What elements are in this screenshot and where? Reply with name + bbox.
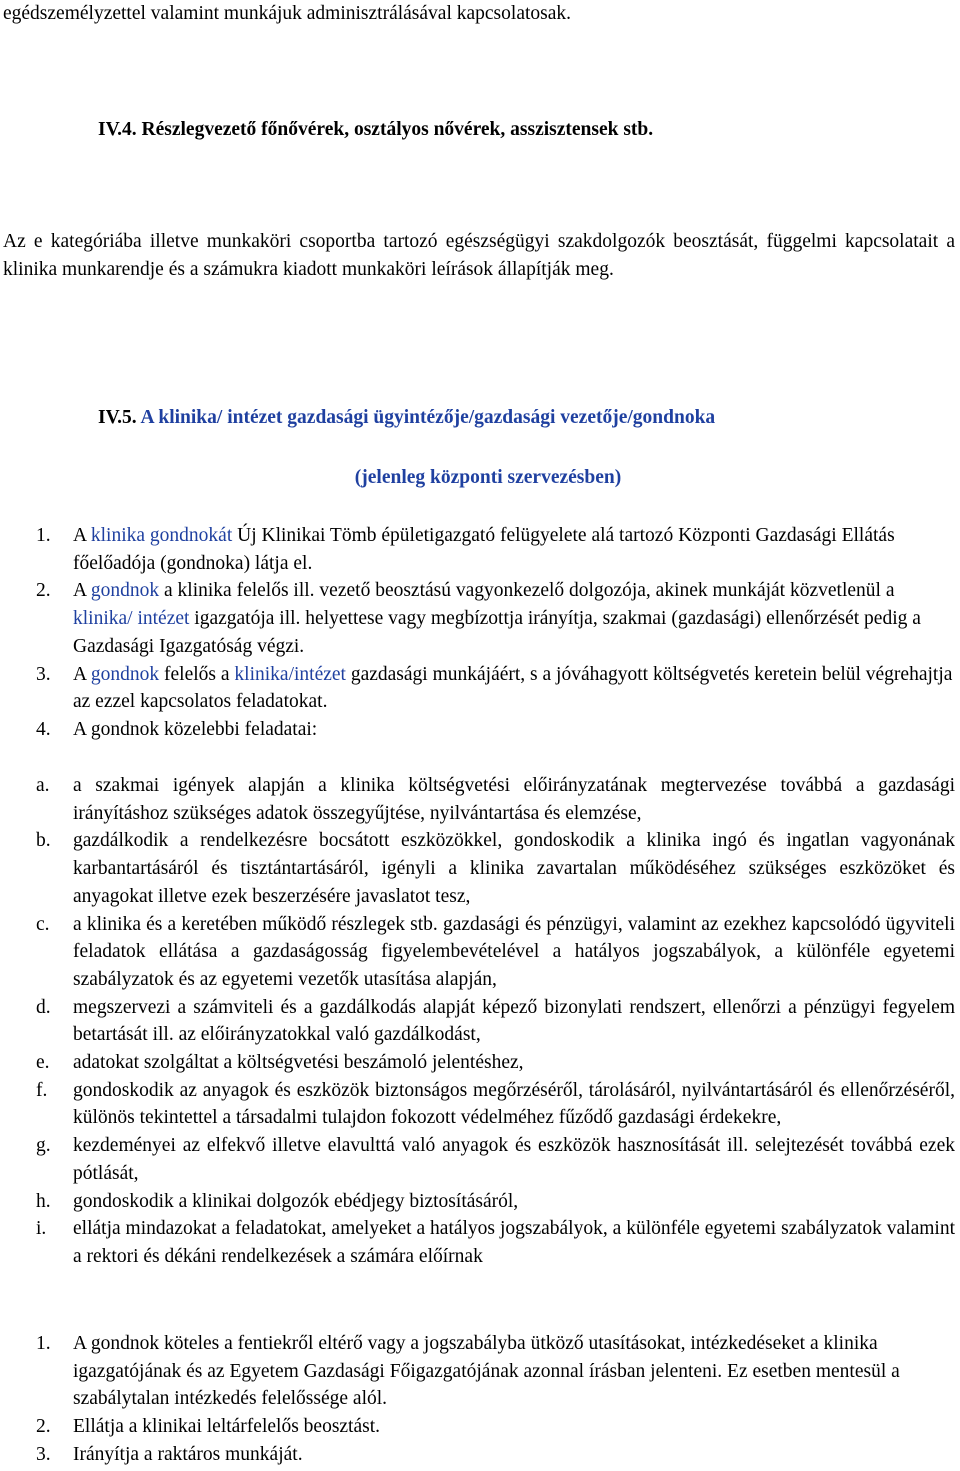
final-point-text: Ellátja a klinikai leltárfelelős beosztást. <box>73 1416 381 1438</box>
point-text: a klinika felelős ill. vezető beosztású vagyonkezelő dolgozója, akinek munkáját közvetlenül a <box>159 580 895 602</box>
final-point-item <box>3 1441 955 1469</box>
final-point-item <box>3 1413 955 1441</box>
section-5-title-text: A klinika/ intézet gazdasági ügyintézője/gazdasági vezetője/gondnoka <box>140 407 716 428</box>
list-marker: e. <box>36 1052 50 1074</box>
highlighted-term: klinika/ intézet <box>73 608 190 630</box>
task-item <box>3 911 955 994</box>
task-item <box>3 1132 955 1187</box>
task-item <box>3 1215 955 1270</box>
list-marker: 2. <box>36 1416 51 1438</box>
section-5-final-points <box>3 1330 955 1469</box>
highlighted-term: klinika gondnokát <box>90 525 233 546</box>
task-text: kezdeményei az elfekvő illetve elavulttá való anyagok és eszközök hasznosítását ill. selejtezését továbbá ezek pótlását, <box>73 1135 955 1184</box>
point-item <box>3 661 955 716</box>
list-marker: 3. <box>36 663 51 685</box>
point-text: felelős a <box>159 663 235 685</box>
task-item <box>3 994 955 1049</box>
point-text: A <box>73 525 91 546</box>
point-item <box>3 522 955 577</box>
list-marker: a. <box>36 775 50 796</box>
section-5-subtitle: (jelenleg központi szervezésben) <box>354 467 622 488</box>
task-item <box>3 1077 955 1132</box>
task-text: megszervezi a számviteli és a gazdálkodás alapját képező bizonylati rendszert, ellenőrzi a pénzügyi fegyelem betartását ill. az előirányzatokkal való gazdálkodást, <box>73 996 955 1046</box>
list-marker: 1. <box>36 525 51 546</box>
list-marker: g. <box>36 1135 51 1157</box>
task-text: adatokat szolgáltat a költségvetési beszámoló jelentéshez, <box>73 1052 524 1074</box>
section-5-points <box>3 522 955 744</box>
task-item <box>3 1049 955 1077</box>
task-text: a klinika és a keretében működő részlegek stb. gazdasági és pénzügyi, valamint az ezekhez kapcsolódó ügyviteli feladatok ellátása a gazdaságosság figyelembevételével a hatályos jogszabályok, a különféle egyetemi szabályzatok és az egyetemi vezetők utasítása alapján, <box>73 913 955 990</box>
point-text: Új Klinikai Tömb épületigazgató felügyelete alá tartozó Központi Gazdasági Ellátás főelőadója (gondnoka) látja el. <box>73 525 895 574</box>
list-marker: b. <box>36 830 51 852</box>
point-text: igazgatója ill. helyettese vagy megbízottja irányítja, szakmai (gazdasági) ellenőrzését pedig a Gazdasági Igazgatóság végzi. <box>73 608 921 657</box>
task-item <box>3 1188 955 1216</box>
list-marker: h. <box>36 1190 51 1212</box>
point-text: A <box>73 663 91 685</box>
list-marker: i. <box>36 1218 47 1240</box>
list-marker: f. <box>36 1079 48 1101</box>
highlighted-term: klinika/intézet <box>234 663 346 685</box>
task-text: ellátja mindazokat a feladatokat, amelyeket a hatályos jogszabályok, a különféle egyetemi szabályzatok valamint a rektori és dékáni rendelkezések a számára előírnak <box>73 1218 955 1267</box>
list-marker: d. <box>36 996 51 1018</box>
list-marker: c. <box>36 913 50 935</box>
final-point-text: Irányítja a raktáros munkáját. <box>73 1443 303 1465</box>
task-item <box>3 772 955 827</box>
final-point-text: A gondnok köteles a fentiekről eltérő vagy a jogszabályba ütköző utasításokat, intézkedéseket a klinika igazgatójának és az Egyetem Gazdasági Főigazgatójának azonnal írásban jelenteni. Ez esetben mentesül a szabálytalan intézkedés felelőssége alól. <box>73 1333 900 1410</box>
section-5-number: IV.5. <box>98 407 137 428</box>
task-text: a szakmai igények alapján a klinika költségvetési előirányzatának megtervezése továbbá a gazdasági irányításhoz szükséges adatok összegyűjtése, nyilvántartása és elemzése, <box>73 775 955 824</box>
final-point-item <box>3 1330 955 1413</box>
task-text: gondoskodik az anyagok és eszközök biztonságos megőrzéséről, tárolásáról, nyilvántartásáról és ellenőrzéséről, különös tekintettel a társadalmi tulajdon fokozott védelméhez fűződő gazdasági érdekekre, <box>73 1079 955 1129</box>
highlighted-term: gondnok <box>90 663 160 685</box>
intro-tail-text: egédszemélyzettel valamint munkájuk adminisztrálásával kapcsolatosak. <box>3 3 572 24</box>
highlighted-term: gondnok <box>90 580 160 602</box>
point-item <box>3 716 955 744</box>
list-marker: 3. <box>36 1443 51 1465</box>
list-marker: 2. <box>36 580 51 602</box>
section-4-paragraph: Az e kategóriába illetve munkaköri csoportba tartozó egészségügyi szakdolgozók beosztását, függelmi kapcsolatait a klinika munkarendje és a számukra kiadott munkaköri leírások állapítják meg. <box>3 231 955 280</box>
section-5-tasks <box>3 772 955 1271</box>
point-text: A gondnok közelebbi feladatai: <box>73 718 318 740</box>
list-marker: 4. <box>36 718 51 740</box>
task-item <box>3 827 955 910</box>
section-5-title <box>98 404 948 432</box>
task-text: gazdálkodik a rendelkezésre bocsátott eszközökkel, gondoskodik a klinika ingó és ingatlan vagyonának karbantartásáról és tisztántartásáról, igényli a klinika zavartalan működéséhez szükséges eszközöket és anyagokat illetve ezek beszerzésére javaslatot tesz, <box>73 830 955 907</box>
point-text: gazdasági munkájáért, s a jóváhagyott költségvetés keretein belül végrehajtja az ezzel kapcsolatos feladatokat. <box>73 663 953 713</box>
list-marker: 1. <box>36 1333 51 1354</box>
point-text: A <box>73 580 91 602</box>
section-4-title: IV.4. Részlegvezető főnővérek, osztályos nővérek, asszisztensek stb. <box>98 119 654 140</box>
point-item <box>3 577 955 660</box>
task-text: gondoskodik a klinikai dolgozók ebédjegy biztosításáról, <box>73 1190 519 1212</box>
